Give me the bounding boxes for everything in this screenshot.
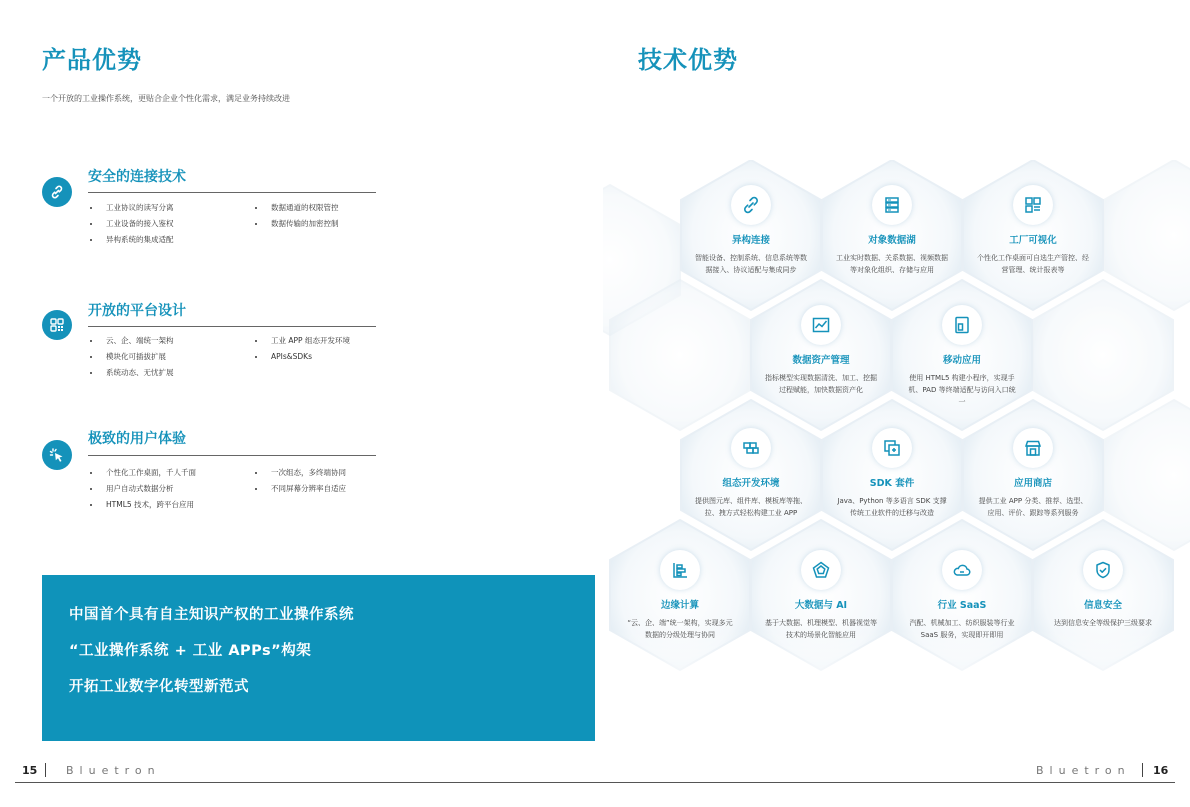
list-item: 模块化可插拔扩展 — [90, 349, 174, 365]
section-title-platform: 开放的平台设计 — [88, 303, 186, 319]
tech-cell-title: 异构连接 — [731, 235, 770, 246]
tech-cell-title: 信息安全 — [1083, 600, 1122, 611]
highlight-banner — [42, 575, 595, 741]
tech-cell-title: 行业 SaaS — [937, 600, 987, 611]
tech-cell-desc: 基于大数据、机理模型、机器视觉等技术的场景化智能应用 — [765, 619, 877, 639]
left-page-subtitle: 一个开放的工业操作系统，更贴合企业个性化需求，满足业务持续改进 — [42, 94, 290, 103]
footer-rule-right — [595, 782, 1175, 783]
section-list-connect-col2 — [255, 200, 339, 232]
brand-name-right: Bluetron — [1036, 764, 1131, 777]
footer-separator — [1142, 763, 1143, 777]
tech-hex-grid — [603, 160, 1190, 705]
blocks-icon — [731, 428, 771, 468]
qr-grid-icon — [42, 310, 72, 340]
section-list-ux-col1 — [90, 465, 196, 513]
tech-cell-desc: 工业实时数据、关系数据、视频数据等对象化组织、存储与应用 — [836, 254, 948, 274]
tech-cell-desc: 智能设备、控制系统、信息系统等数据接入、协议适配与集成同步 — [695, 254, 807, 274]
list-item: APIs&SDKs — [255, 349, 350, 365]
sparkle-cursor-icon — [42, 440, 72, 470]
tech-cell-desc: 汽配、机械加工、纺织服装等行业 SaaS 服务，实现即开即用 — [909, 619, 1015, 639]
dashboard-icon — [1013, 185, 1053, 225]
section-list-platform-col1 — [90, 333, 174, 381]
tech-cell-title: SDK 套件 — [869, 478, 915, 489]
banner-line: “工业操作系统 + 工业 APPs”构架 — [69, 643, 312, 659]
tech-cell-desc: 个性化工作桌面可自选生产管控、经营管理、统计报表等 — [977, 254, 1089, 274]
sdk-icon — [872, 428, 912, 468]
tech-cell-desc: Java、Python 等多语言 SDK 支撑传统工业软件的迁移与改造 — [837, 497, 947, 517]
database-icon — [872, 185, 912, 225]
tech-cell — [892, 550, 1032, 641]
list-item: 用户自动式数据分析 — [90, 481, 196, 497]
cloud-icon — [942, 550, 982, 590]
tech-cell-desc: 提供工业 APP 分类、推荐、选型、应用、评价、跟踪等系列服务 — [978, 497, 1088, 517]
list-item: 不同屏幕分辨率自适应 — [255, 481, 346, 497]
page-number-right: 16 — [1153, 764, 1169, 777]
tech-cell-desc: 使用 HTML5 构建小程序，实现手机、PAD 等终端适配与访问入口统一 — [908, 374, 1016, 406]
list-item: 工业设备的接入鉴权 — [90, 216, 174, 232]
section-divider — [88, 455, 376, 456]
left-page-title: 产品优势 — [42, 46, 142, 74]
tech-cell-title: 对象数据湖 — [868, 235, 916, 246]
tech-cell — [751, 550, 891, 641]
section-list-platform-col2 — [255, 333, 350, 365]
section-list-ux-col2 — [255, 465, 346, 497]
section-divider — [88, 326, 376, 327]
tech-cell-title: 组态开发环境 — [722, 478, 780, 489]
section-list-connect-col1 — [90, 200, 174, 248]
tech-cell — [1033, 550, 1173, 629]
list-item: 工业协议的读写分离 — [90, 200, 174, 216]
tech-cell-desc: “云、企、端”统一架构，实现多元数据的分级处理与协同 — [627, 619, 733, 639]
link-icon — [731, 185, 771, 225]
brand-name-left: Bluetron — [66, 764, 161, 777]
footer-separator — [45, 763, 46, 777]
banner-line: 开拓工业数字化转型新范式 — [69, 679, 249, 695]
list-item: 个性化工作桌面，千人千面 — [90, 465, 196, 481]
tech-cell — [681, 428, 821, 519]
list-item: HTML5 技术，跨平台应用 — [90, 497, 196, 513]
tech-cell — [822, 428, 962, 519]
tech-cell — [822, 185, 962, 276]
list-item: 数据通道的权限管控 — [255, 200, 339, 216]
banner-line: 中国首个具有自主知识产权的工业操作系统 — [69, 607, 354, 623]
pentagon-ai-icon — [801, 550, 841, 590]
list-item: 异构系统的集成适配 — [90, 232, 174, 248]
tech-cell-desc: 指标模型实现数据清洗、加工、挖掘过程赋能，加快数据资产化 — [765, 374, 877, 394]
line-chart-icon — [801, 305, 841, 345]
tech-cell-desc: 提供图元库、组件库、模板库等拖、拉、拽方式轻松构建工业 APP — [695, 497, 807, 517]
tech-cell-title: 数据资产管理 — [792, 355, 850, 366]
tech-cell-title: 边缘计算 — [660, 600, 699, 611]
mobile-icon — [942, 305, 982, 345]
list-item: 云、企、端统一架构 — [90, 333, 174, 349]
edge-icon — [660, 550, 700, 590]
link-icon — [42, 177, 72, 207]
tech-cell-title: 应用商店 — [1013, 478, 1052, 489]
section-title-ux: 极致的用户体验 — [88, 431, 186, 447]
section-divider — [88, 192, 376, 193]
tech-cell — [751, 305, 891, 396]
tech-cell-desc: 达到信息安全等级保护三级要求 — [1054, 619, 1152, 627]
tech-cell-title: 移动应用 — [942, 355, 981, 366]
tech-cell — [892, 305, 1032, 408]
tech-cell — [681, 185, 821, 276]
page-number-left: 15 — [22, 764, 38, 777]
tech-cell-title: 大数据与 AI — [794, 600, 848, 611]
list-item: 系统动态、无忧扩展 — [90, 365, 174, 381]
section-title-connect: 安全的连接技术 — [88, 169, 186, 185]
right-page-title: 技术优势 — [638, 46, 738, 74]
list-item: 工业 APP 组态开发环境 — [255, 333, 350, 349]
store-icon — [1013, 428, 1053, 468]
list-item: 数据传输的加密控制 — [255, 216, 339, 232]
tech-cell — [963, 428, 1103, 519]
tech-cell-title: 工厂可视化 — [1009, 235, 1057, 246]
shield-check-icon — [1083, 550, 1123, 590]
tech-cell — [963, 185, 1103, 276]
tech-cell — [610, 550, 750, 641]
list-item: 一次组态，多终端协同 — [255, 465, 346, 481]
footer-rule-left — [15, 782, 595, 783]
